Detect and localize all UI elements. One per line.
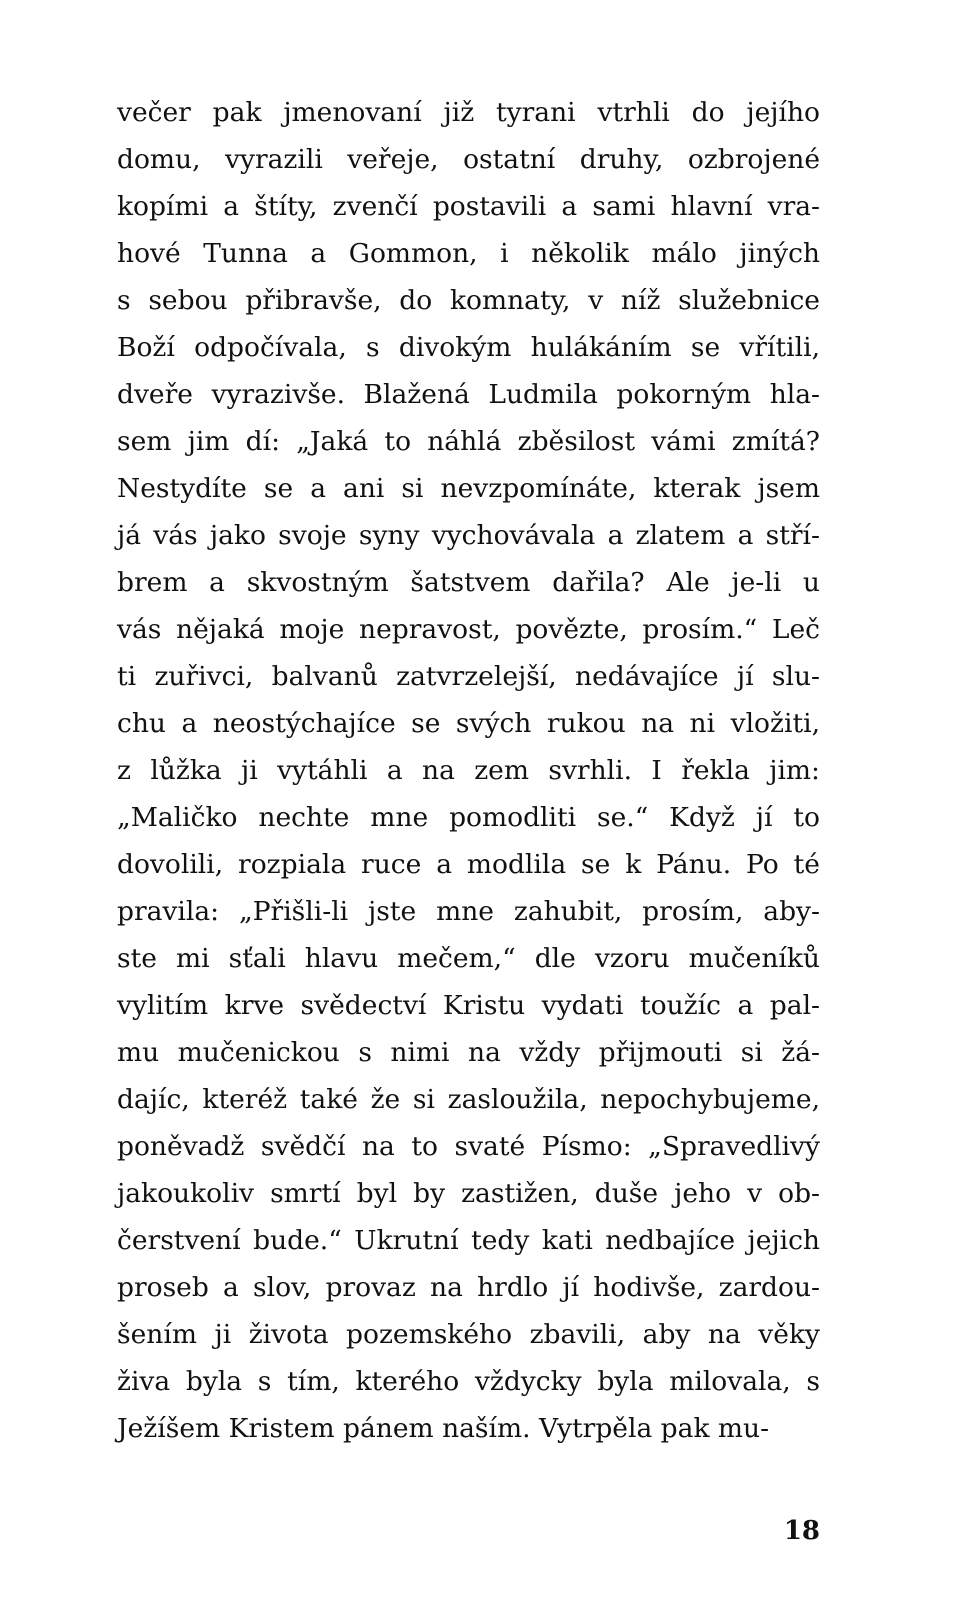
text-line: vylitím krve svědectví Kristu vydati toužíc a pal- [117, 990, 820, 1021]
text-line: z lůžka ji vytáhli a na zem svrhli. I řekla jim: [117, 755, 820, 786]
text-line: šením ji života pozemského zbavili, aby na věky [117, 1319, 820, 1350]
text-line: s sebou přibravše, do komnaty, v níž služebnice [117, 285, 820, 316]
text-line: sem jim dí: „Jaká to náhlá zběsilost vámi zmítá? [117, 426, 820, 457]
text-line: dajíc, kteréž také že si zasloužila, nepochybujeme, [117, 1084, 820, 1115]
text-line: já vás jako svoje syny vychovávala a zlatem a stří- [117, 520, 820, 551]
body-text [117, 89, 820, 1452]
text-line: „Maličko nechte mne pomodliti se.“ Když jí to [117, 802, 820, 833]
text-line: ti zuřivci, balvanů zatvrzelejší, nedávajíce jí slu- [117, 661, 820, 692]
text-line: večer pak jmenovaní již tyrani vtrhli do jejího [117, 97, 820, 128]
text-line: Nestydíte se a ani si nevzpomínáte, kterak jsem [117, 473, 820, 504]
text-line: dovolili, rozpiala ruce a modlila se k Pánu. Po té [117, 849, 820, 880]
text-line: brem a skvostným šatstvem dařila? Ale je-li u [117, 567, 820, 598]
text-line: chu a neostýchajíce se svých rukou na ni vložiti, [117, 708, 820, 739]
text-line: hové Tunna a Gommon, i několik málo jiných [117, 238, 820, 269]
text-line: dveře vyrazivše. Blažená Ludmila pokorným hla- [117, 379, 820, 410]
text-line: poněvadž svědčí na to svaté Písmo: „Spravedlivý [117, 1131, 820, 1162]
text-line: mu mučenickou s nimi na vždy přijmouti si žá- [117, 1037, 820, 1068]
text-line: živa byla s tím, kterého vždycky byla milovala, s [117, 1366, 820, 1397]
text-line: kopími a štíty, zvenčí postavili a sami hlavní vra- [117, 191, 820, 222]
text-line: jakoukoliv smrtí byl by zastižen, duše jeho v ob- [117, 1178, 820, 1209]
text-line: vás nějaká moje nepravost, povězte, prosím.“ Leč [117, 614, 820, 645]
text-line: Boží odpočívala, s divokým hulákáním se vřítili, [117, 332, 820, 363]
page-number: 18 [783, 1516, 820, 1546]
text-line: čerstvení bude.“ Ukrutní tedy kati nedbajíce jejich [117, 1225, 820, 1256]
text-line: Ježíšem Kristem pánem naším. Vytrpěla pak mu- [117, 1413, 770, 1444]
text-line: domu, vyrazili veřeje, ostatní druhy, ozbrojené [117, 144, 820, 175]
text-line: pravila: „Přišli-li jste mne zahubit, prosím, aby- [117, 896, 820, 927]
text-line: proseb a slov, provaz na hrdlo jí hodivše, zardou- [117, 1272, 820, 1303]
text-line: ste mi sťali hlavu mečem,“ dle vzoru mučeníků [117, 943, 820, 974]
